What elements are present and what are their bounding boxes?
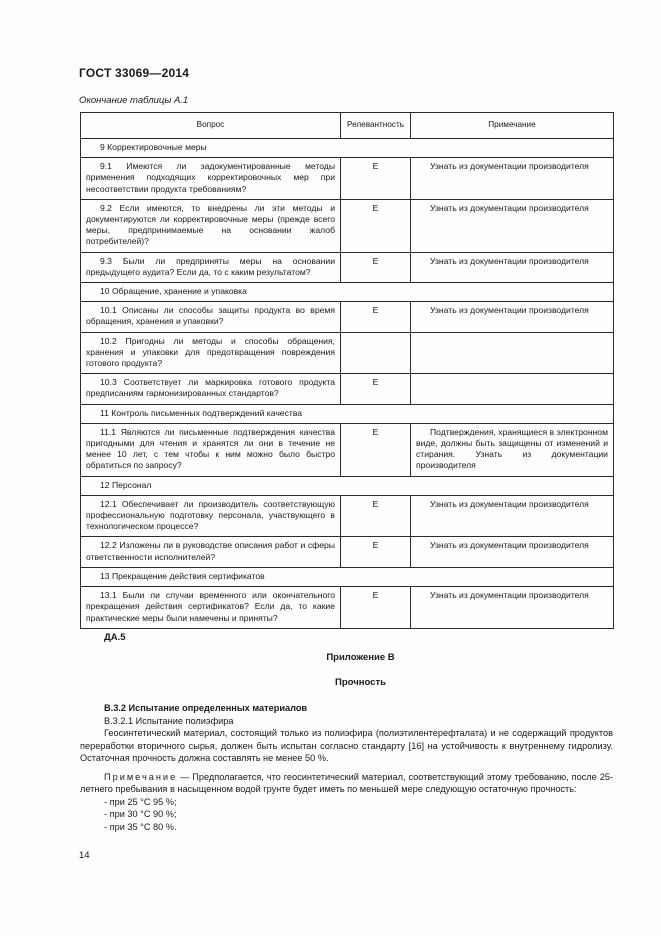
question-cell: 12.2 Изложены ли в руководстве описания работ и сферы ответственности исполнителей? xyxy=(81,537,341,567)
page-number: 14 xyxy=(79,850,90,861)
list-item: - при 30 °С 90 %; xyxy=(104,809,177,819)
section-heading: 9 Корректировочные меры xyxy=(81,139,614,158)
appendix-subtitle: Прочность xyxy=(335,677,386,688)
relevance-cell: E xyxy=(341,158,411,200)
table-row xyxy=(81,252,614,282)
relevance-cell: E xyxy=(341,199,411,252)
appendix-title: Приложение В xyxy=(326,652,395,663)
section-heading: 11 Контроль письменных подтверждений качества xyxy=(81,404,614,423)
note-cell: Узнать из документации производителя xyxy=(411,302,614,332)
table-row xyxy=(81,158,614,200)
document-code: ГОСТ 33069—2014 xyxy=(79,66,190,80)
table-section-row xyxy=(81,139,614,158)
list-item: - при 25 °С 95 %; xyxy=(104,796,177,807)
relevance-cell: E xyxy=(341,302,411,332)
section-heading: 13 Прекращение действия сертификатов xyxy=(81,567,614,586)
section-heading: 10 Обращение, хранение и упаковка xyxy=(81,283,614,302)
question-cell: 9.1 Имеются ли задокументированные методы применения подходящих корректировочных мер при несоответствии продукта требованиям? xyxy=(81,158,341,200)
table-header-row xyxy=(81,113,614,139)
relevance-cell: E xyxy=(341,495,411,537)
section-heading: 12 Персонал xyxy=(81,476,614,495)
relevance-cell: E xyxy=(341,587,411,629)
relevance-cell xyxy=(341,332,411,374)
note-cell: Подтверждения, хранящиеся в электронном виде, должны быть защищены от изменений и стирания. Узнать из документации производителя xyxy=(411,423,614,476)
question-cell: 9.3 Были ли предприняты меры на основании предыдущего аудита? Если да, то с каким результатом? xyxy=(81,252,341,282)
body-text xyxy=(80,702,613,833)
question-cell: 10.3 Соответствует ли маркировка готового продукта предписаниям гармонизированных стандартов? xyxy=(81,374,341,404)
audit-table xyxy=(80,112,614,629)
question-cell: 13.1 Были ли случаи временного или окончательного прекращения действия сертификатов? Если да, то какие практические меры были намечены и приняты? xyxy=(81,587,341,629)
relevance-cell: E xyxy=(341,423,411,476)
table-caption: Окончание таблицы А.1 xyxy=(79,95,189,106)
table-row xyxy=(81,423,614,476)
table-section-row xyxy=(81,283,614,302)
relevance-cell: E xyxy=(341,537,411,567)
question-cell: 12.1 Обеспечивает ли производитель соответствующую профессиональную подготовку персонала, участвующего в технологическом процессе? xyxy=(81,495,341,537)
question-cell: 10.2 Пригодны ли методы и способы обращения, хранения и упаковки для предотвращения повреждения готового продукта? xyxy=(81,332,341,374)
relevance-cell: E xyxy=(341,252,411,282)
question-cell: 11.1 Являются ли письменные подтверждения качества пригодными для чтения и хранятся ли они в течение не менее 10 лет, с тем чтобы к ним можно было быстро обратиться по запросу? xyxy=(81,423,341,476)
table-row xyxy=(81,495,614,537)
body-paragraph: Геосинтетический материал, состоящий только из полиэфира (полиэтилентерефталата) и не содержащий продуктов переработки вторичного сырья, должен быть испытан согласно стандарту [16] на устойчивость к внутреннему гидролизу. Остаточная прочность должна составлять не менее 50 %. xyxy=(80,728,613,763)
note-cell: Узнать из документации производителя xyxy=(411,199,614,252)
relevance-cell: E xyxy=(341,374,411,404)
question-cell: 9.2 Если имеются, то внедрены ли эти методы и документируются ли корректировочные меры (прежде всего меры, предпринимаемые на основании жалоб потребителей)? xyxy=(81,199,341,252)
table-row xyxy=(81,587,614,629)
subsection-title: В.3.2.1 Испытание полиэфира xyxy=(104,715,234,726)
note-cell: Узнать из документации производителя xyxy=(411,158,614,200)
note-cell: Узнать из документации производителя xyxy=(411,495,614,537)
note-cell: Узнать из документации производителя xyxy=(411,587,614,629)
note-cell xyxy=(411,332,614,374)
note-label: Примечание xyxy=(104,771,178,782)
table-section-row xyxy=(81,404,614,423)
note-cell: Узнать из документации производителя xyxy=(411,252,614,282)
table-section-row xyxy=(81,476,614,495)
table-row xyxy=(81,332,614,374)
da-label: ДА.5 xyxy=(104,632,126,643)
note-cell xyxy=(411,374,614,404)
section-title: В.3.2 Испытание определенных материалов xyxy=(104,703,308,713)
question-cell: 10.1 Описаны ли способы защиты продукта во время обращения, хранения и упаковки? xyxy=(81,302,341,332)
column-header-relevance: Релевантность xyxy=(341,113,411,139)
table-section-row xyxy=(81,567,614,586)
column-header-note: Примечание xyxy=(411,113,614,139)
column-header-question: Вопрос xyxy=(81,113,341,139)
table-row xyxy=(81,302,614,332)
list-item: - при 35 °С 80 %. xyxy=(104,821,177,832)
note-paragraph xyxy=(80,771,613,796)
table-row xyxy=(81,374,614,404)
note-text: — Предполагается, что геосинтетический материал, соответствующий этому требованию, после 25-летнего пребывания в насыщенном водой грунте будет иметь по меньшей мере следующую остаточную прочность: xyxy=(80,771,613,794)
note-cell: Узнать из документации производителя xyxy=(411,537,614,567)
table-row xyxy=(81,199,614,252)
table-row xyxy=(81,537,614,567)
